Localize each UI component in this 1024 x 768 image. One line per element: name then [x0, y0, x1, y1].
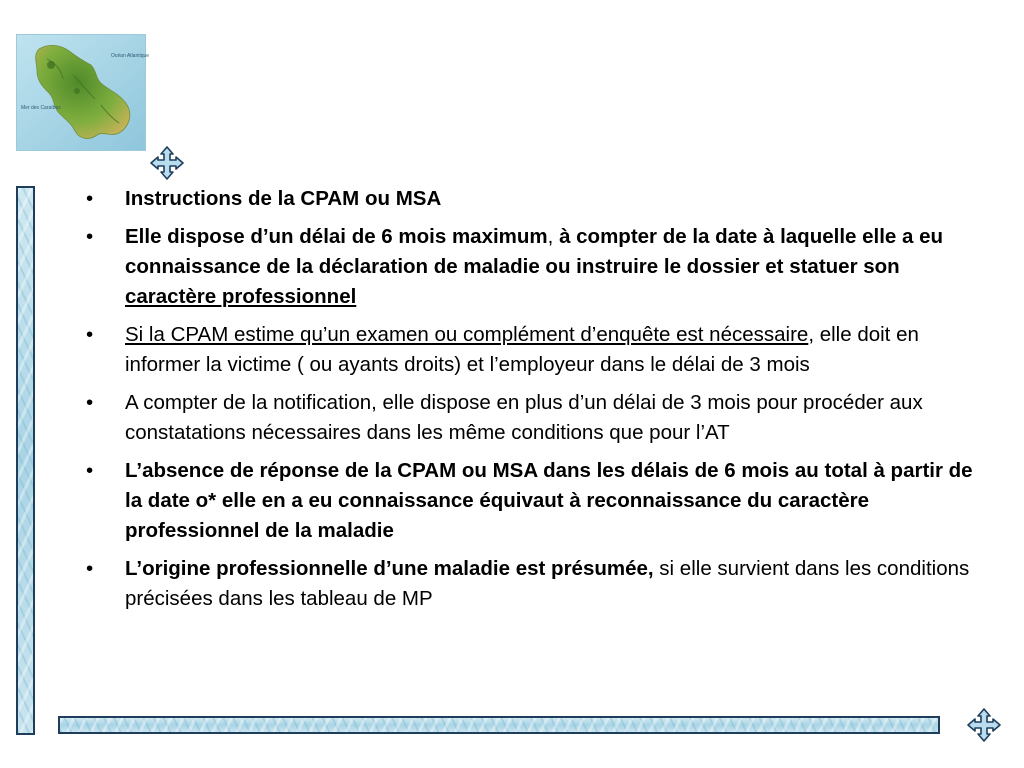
- bullet-marker: •: [86, 187, 94, 210]
- bullet-text-segment: caractère professionnel: [125, 285, 357, 308]
- bullet-text-segment: ,: [547, 225, 560, 248]
- bullet-text-segment: Elle dispose d’un délai de 6 mois maximum: [125, 225, 548, 248]
- bullet-item: [86, 456, 986, 546]
- bullet-marker: •: [86, 557, 94, 580]
- decorative-vertical-bar: [16, 186, 35, 735]
- bullet-item: [86, 184, 986, 214]
- four-way-arrows-icon: [145, 145, 189, 181]
- map-label-right: Océan Atlantique: [111, 53, 150, 59]
- bullet-marker: •: [86, 323, 94, 346]
- bullet-text-segment: L’origine professionnelle d’une maladie est présumée,: [125, 557, 654, 580]
- map-thumbnail-image: [16, 34, 150, 151]
- bullet-text-segment: Si la CPAM estime qu’un examen ou complément d’enquête est nécessaire: [125, 323, 809, 346]
- slide-content: [86, 184, 986, 622]
- bullet-item: [86, 222, 986, 312]
- decorative-horizontal-bar: [58, 716, 940, 734]
- bullet-item: [86, 388, 986, 448]
- bullet-marker: •: [86, 459, 94, 482]
- bullet-marker: •: [86, 391, 94, 414]
- bullet-text-segment: L’absence de réponse de la CPAM ou MSA dans les délais de 6 mois au total à partir de la date o* elle en a eu connaissance équivaut à reconnaissance du caractère professionnel de la maladie: [125, 459, 973, 542]
- bullet-text-segment: Instructions de la CPAM ou MSA: [125, 187, 442, 210]
- bullet-marker: •: [86, 225, 94, 248]
- bullet-item: [86, 320, 986, 380]
- martinique-map-icon: [17, 35, 150, 150]
- bullet-text-segment: , elle doit en informer la victime ( ou ayants droits) et l’employeur dans le délai de 3 mois: [125, 323, 919, 376]
- bullet-text-segment: A compter de la notification, elle dispose en plus d’un délai de 3 mois pour procéder aux constatations nécessaires dans les même conditions que pour l’AT: [125, 391, 923, 444]
- map-label-left: Mer des Caraïbes: [21, 105, 61, 111]
- bullet-list: [86, 184, 986, 614]
- navigation-arrows-bottom-button[interactable]: [962, 707, 1006, 743]
- bullet-text-segment: si elle survient dans les conditions précisées dans les tableau de MP: [125, 557, 970, 610]
- bullet-text-segment: à compter de la date à laquelle elle a eu connaissance de la déclaration de maladie ou instruire le dossier et statuer son: [125, 225, 944, 278]
- navigation-arrows-top-button[interactable]: [145, 145, 189, 181]
- bullet-item: [86, 554, 986, 614]
- four-way-arrows-icon: [962, 707, 1006, 743]
